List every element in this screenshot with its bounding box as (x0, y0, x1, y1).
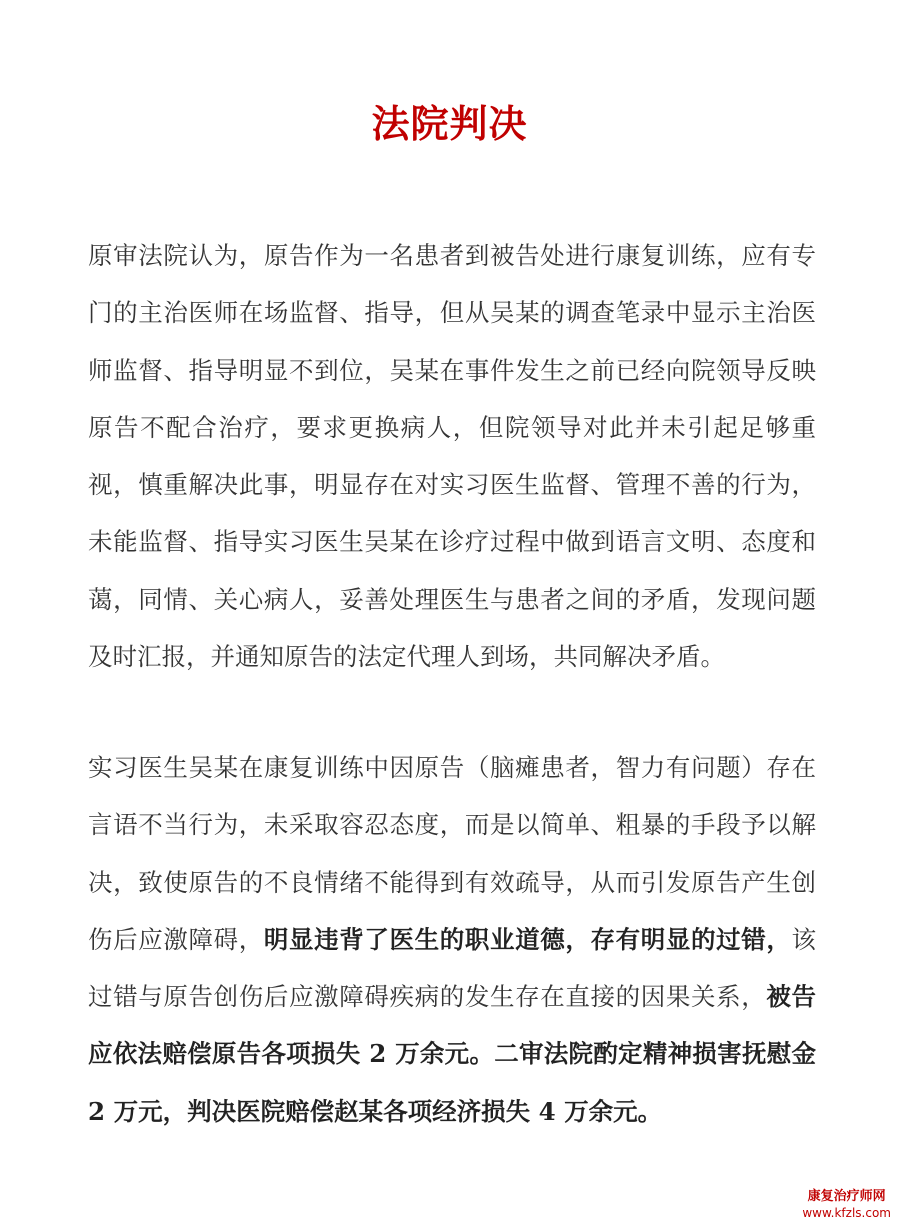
site-watermark (802, 1189, 891, 1221)
paragraph-2-bold-a: 明显违背了医生的职业道德，存有明显的过错， (263, 924, 792, 954)
watermark-name: 康复治疗师网 (807, 1189, 886, 1204)
paragraph-2 (88, 739, 816, 1140)
paragraph-2-text-a: 实习医生吴某在康复训练中因原告（脑瘫患者，智力有问题）存在言语不当行为，未采取容忍态度，而是以简单、粗暴的手段予以解决，致使原告的不良情绪不能得到有效疏导，从而引发原告产生创伤后应激障碍， (88, 753, 816, 954)
paragraph-2-text-b: 该过错与原告创伤后应激障碍疾病的发生存在直接的因果关系， (88, 924, 816, 1012)
watermark-url: www.kfzls.com (802, 1206, 891, 1220)
paragraph-1: 原审法院认为，原告作为一名患者到被告处进行康复训练，应有专门的主治医师在场监督、指导，但从吴某的调查笔录中显示主治医师监督、指导明显不到位，吴某在事件发生之前已经向院领导反映原告不配合治疗，要求更换病人，但院领导对此并未引起足够重视，慎重解决此事，明显存在对实习医生监督、管理不善的行为，未能监督、指导实习医生吴某在诊疗过程中做到语言文明、态度和蔼，同情、关心病人，妥善处理医生与患者之间的矛盾，发现问题及时汇报，并通知原告的法定代理人到场，共同解决矛盾。 (88, 241, 816, 672)
paragraph-2-bold-b: 被告应依法赔偿原告各项损失 2 万余元。二审法院酌定精神损害抚慰金 2 万元，判决医院赔偿赵某各项经济损失 4 万余元。 (88, 982, 816, 1126)
document-title: 法院判决 (371, 102, 528, 146)
